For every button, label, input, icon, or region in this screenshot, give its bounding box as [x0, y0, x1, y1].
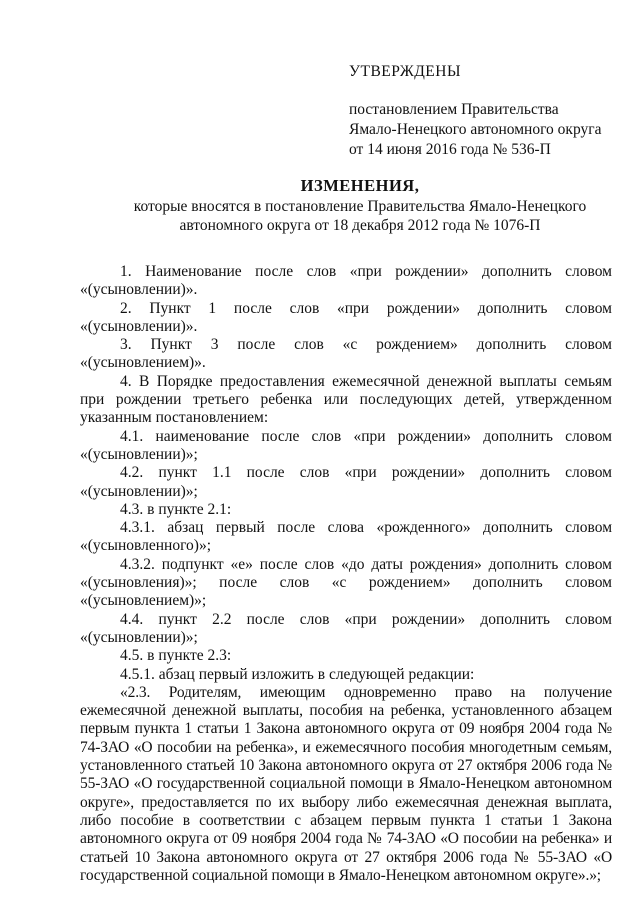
paragraph: 4.5. в пункте 2.3: — [120, 647, 232, 665]
approval-line: постановлением Правительства — [349, 101, 559, 118]
approval-block — [349, 62, 609, 160]
paragraph: 4.3.2. подпункт «е» после слов «до даты рождения» дополнить словом «(усыновления)»; после слов «с рождением» дополнить словом «(усыновлением)»; — [80, 555, 612, 610]
paragraph: 4.4. пункт 2.2 после слов «при рождении» дополнить словом «(усыновлении)»; — [80, 610, 612, 646]
paragraph: 4.2. пункт 1.1 после слов «при рождении» дополнить словом «(усыновлении)»; — [80, 464, 612, 500]
approval-title: УТВЕРЖДЕНЫ — [349, 63, 461, 80]
heading-subtitle-line: автономного округа от 18 декабря 2012 года № 1076-П — [179, 217, 541, 234]
paragraph: «2.3. Родителям, имеющим одновременно право на получение ежемесячной денежной выплаты, пособия на ребенка, установленного абзацем первым пункта 1 статьи 1 Закона автономного округа от 09 ноября 2004 года № 74-ЗАО «О пособии на ребенка», и ежемесячного пособия многодетным семьям, установленного статьей 10 Закона автономного округа от 27 октября 2006 года № 55-ЗАО «О государственной социальной помощи в Ямало-Ненецком автономном округе», предоставляется по их выбору либо ежемесячная денежная выплата, либо пособие в соответствии с абзацем первым пункта 1 статьи 1 Закона автономного округа от 09 ноября 2004 года № 74-ЗАО «О пособии на ребенка» и статьей 10 Закона автономного округа от 27 октября 2006 года № 55-ЗАО «О государственной социальной помощи в Ямало-Ненецком автономном округе».»; — [80, 683, 612, 884]
heading-subtitle-line: которые вносятся в постановление Правительства Ямало-Ненецкого — [133, 198, 587, 215]
paragraph: 1. Наименование после слов «при рождении» дополнить словом «(усыновлении)». — [80, 263, 612, 299]
paragraph: 4.3. в пункте 2.1: — [120, 500, 232, 518]
approval-line: от 14 июня 2016 года № 536-П — [349, 141, 551, 158]
paragraph: 2. Пункт 1 после слов «при рождении» дополнить словом «(усыновлении)». — [80, 299, 612, 335]
paragraph: 4. В Порядке предоставления ежемесячной денежной выплаты семьям при рождении третьего ребенка или последующих детей, утвержденном указанным постановлением: — [80, 372, 612, 427]
document-heading — [80, 176, 640, 235]
paragraph: 4.5.1. абзац первый изложить в следующей редакции: — [120, 665, 475, 683]
heading-title: ИЗМЕНЕНИЯ, — [300, 176, 420, 195]
document-body — [80, 263, 612, 885]
paragraph: 4.1. наименование после слов «при рождении» дополнить словом «(усыновлении)»; — [80, 427, 612, 463]
approval-line: Ямало-Ненецкого автономного округа — [349, 121, 602, 138]
paragraph: 4.3.1. абзац первый после слова «рожденного» дополнить словом «(усыновленного)»; — [80, 519, 612, 555]
paragraph: 3. Пункт 3 после слов «с рождением» дополнить словом «(усыновлением)». — [80, 336, 612, 372]
